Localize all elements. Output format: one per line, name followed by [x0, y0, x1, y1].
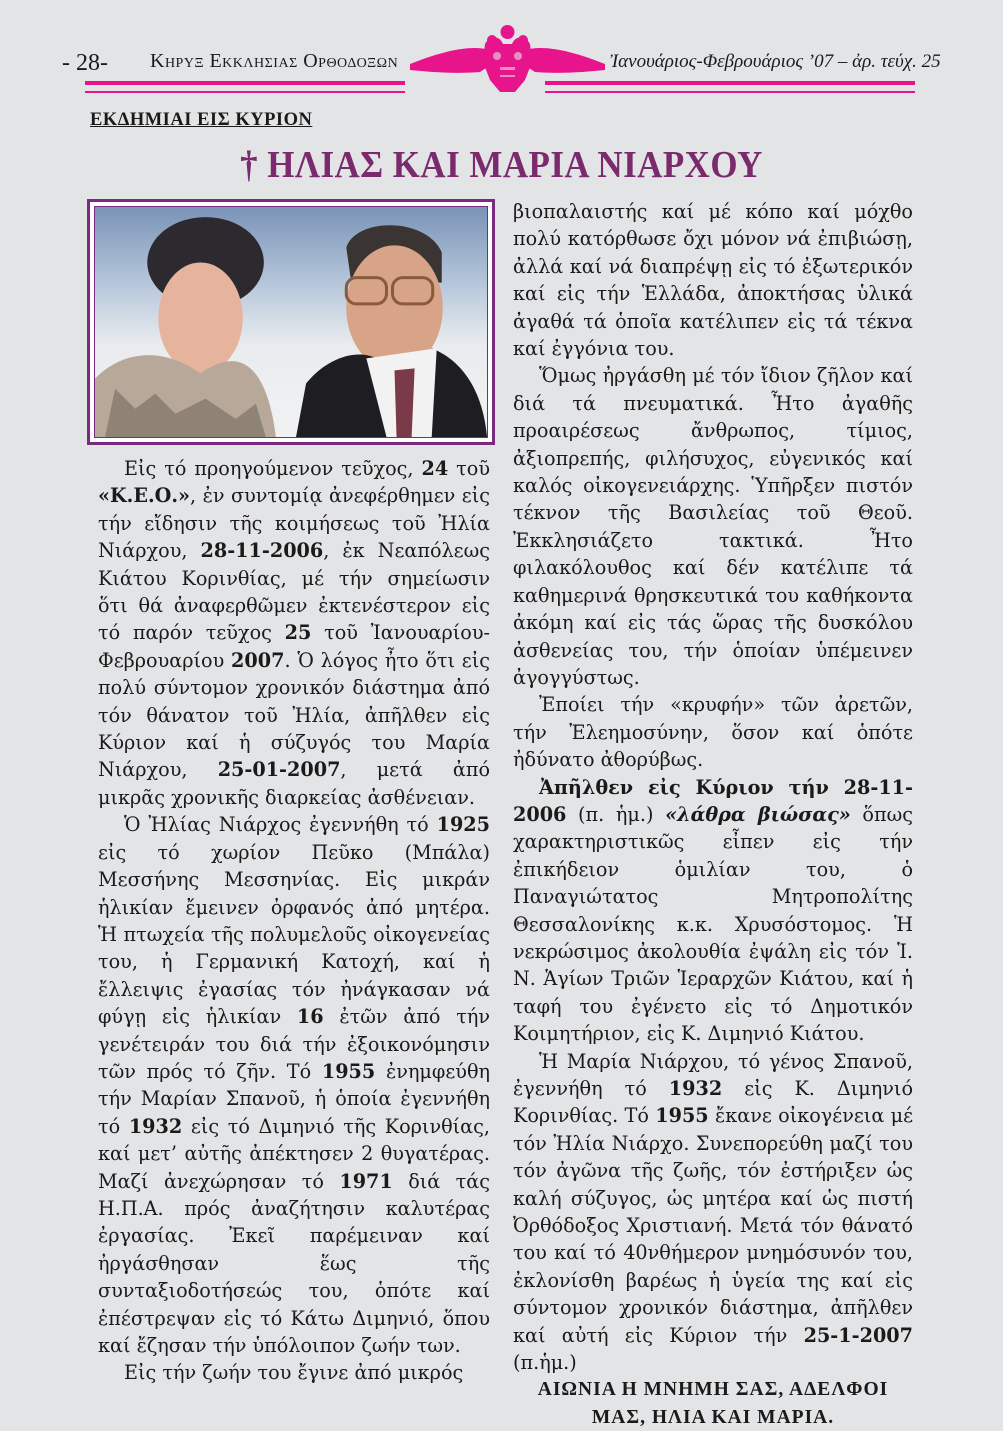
bold-text: 25-01-2007 — [217, 758, 341, 782]
double-headed-eagle-icon — [400, 22, 615, 97]
bold-text: 1932 — [128, 1114, 183, 1138]
text-run: , ἐν συντομίᾳ ἀνεφέρθημεν εἰς τήν εἴδησιν τῆς κοιμήσεως τοῦ Ἠλία Νιάρχου, — [98, 484, 490, 563]
photo-image — [94, 206, 488, 438]
paragraph — [98, 1359, 490, 1386]
header-rule-thin-left — [85, 91, 405, 93]
bold-text: 25 — [284, 621, 312, 645]
page-header — [0, 0, 1003, 100]
bold-text: 1971 — [339, 1169, 393, 1193]
text-run: Ἡ Μαρία Νιάρχου, τό γένος Σπανοῦ, ἐγεννήθη τό — [513, 1049, 913, 1100]
bold-text: 1932 — [668, 1077, 723, 1100]
bold-text: 2007 — [231, 648, 285, 672]
bold-text: 1925 — [436, 813, 490, 837]
text-run: , μετά ἀπό μικρᾶς χρονικῆς διαρκείας ἀσθένειαν. — [98, 758, 490, 809]
text-run: τοῦ — [448, 457, 490, 480]
paragraph — [513, 198, 913, 362]
paragraph — [513, 362, 913, 691]
text-run: (π. ἡμ.) — [566, 802, 666, 826]
right-column — [513, 198, 913, 1431]
paragraph — [513, 691, 913, 773]
main-title: † ΗΛΙΑΣ ΚΑΙ ΜΑΡΙΑ ΝΙΑΡΧΟΥ — [240, 144, 763, 186]
text-run: διά τάς Η.Π.Α. πρός ἀναζήτησιν καλυτέρας ἐργασίας. Ἐκεῖ παρέμειναν καί ἠργάσθησαν ἕως τῆς συνταξιοδοτήσεώς του, ὁπότε καί ἐπέστρεψαν εἰς τό Κάτω Διμηνιό, ὅπου καί ἔζησαν τήν ὑπόλοιπον ζωήν των. — [98, 1169, 490, 1357]
left-column — [98, 455, 490, 1387]
text-run: , ἐκ Νεαπόλεως Κιάτου Κορινθίας, μέ τήν σημείωσιν ὅτι θά ἀναφερθῶμεν ἐκτενέστερον εἰς τό παρόν τεῦχος — [98, 539, 491, 645]
closing-remembrance: ΑΙΩΝΙΑ Η ΜΝΗΜΗ ΣΑΣ, ΑΔΕΛΦΟΙ ΜΑΣ, ΗΛΙΑ ΚΑΙ ΜΑΡΙΑ. — [537, 1379, 889, 1428]
text-run: (π.ἡμ.) — [513, 1351, 577, 1375]
text-run: ἐτῶν ἀπό τήν γενέτειράν του διά τήν ἐξοικονόμησιν τῶν πρός τό ζῆν. Τό — [98, 1005, 490, 1083]
paragraph — [98, 455, 490, 811]
text-run: Εἰς τήν ζωήν του ἔγινε ἀπό μικρός — [124, 1361, 464, 1385]
man-tie — [395, 368, 415, 437]
header-rule-thick-left — [85, 81, 405, 85]
memorial-photo — [87, 199, 495, 445]
text-run: βιοπαλαιστής καί μέ κόπο καί μόχθο πολύ κατόρθωσε ὄχι μόνον νά ἐπιβιώσῃ, ἀλλά καί νά διαπρέψῃ εἰς τό ἐξωτερικόν καί εἰς τήν Ἑλλάδα, ἀποκτήσας ὑλικά ἀγαθά τά ὁποῖα κατέλιπεν εἰς τά τέκνα καί ἐγγόνια του. — [513, 200, 913, 361]
text-run: . Ὁ λόγος ἦτο ὅτι εἰς πολύ σύντομον χρονικόν διάστημα ἀπό τόν θάνατον τοῦ Ἠλία, ἀπῆλθεν εἰς Κύριον καί ἡ σύζυγός του Μαρία Νιάρχου, — [98, 648, 490, 782]
page-number: - 28- — [62, 50, 108, 76]
text-run: ὅπως χαρακτηριστικῶς εἶπεν εἰς τήν ἐπικήδειον ὁμιλίαν του, ὁ Παναγιώτατος Μητροπολίτης Θεσσαλονίκης κ.κ. Χρυσόστομος. Ἡ νεκρώσιμος ἀκολουθία ἐψάλη εἰς τόν Ἱ. Ν. Ἁγίων Τριῶν Ἱεραρχῶν Κιάτου, καί ἡ ταφή του ἐγένετο εἰς τό Δημοτικόν Κοιμητήριον, εἰς Κ. Διμηνιό Κιάτου. — [513, 802, 913, 1046]
text-run: ἐνημφεύθη τήν Μαρίαν Σπανοῦ, ἡ ὁποία ἐγεννήθη τό — [98, 1059, 490, 1138]
text-run: εἰς τό χωρίον Πεῦκο (Μπάλα) Μεσσήνης Μεσσηνίας. Εἰς μικράν ἡλικίαν ἔμεινεν ὀρφανός ἀπό μητέρα. Ἡ πτωχεία τῆς πολυμελοῦς οἰκογενείας του, ἡ Γερμανική Κατοχή, καί ἡ ἔλλειψις ἐγασίας τόν ἠνάγκασαν νά φύγῃ εἰς ἡλικίαν — [98, 840, 490, 1029]
journal-title: Κηρυξ Εκκλησιας Ορθοδοξων — [150, 50, 399, 72]
text-run: Ὅμως ἠργάσθη μέ τόν ἴδιον ζῆλον καί διά τά πνευματικά. Ἦτο ἀγαθῆς προαιρέσεως ἄνθρωπος, τίμιος, ἀξιοπρεπής, φιλήσυχος, εὐγενικός καί καλός οἰκογενειάρχης. Ὑπῆρξεν πιστόν τέκνον τῆς Βασιλείας τοῦ Θεοῦ. Ἐκκλησιάζετο τακτικά. Ἦτο φιλακόλουθος καί δέν κατέλιπε τά καθημερινά θρησκευτικά του καθήκοντα ἀκόμη καί εἰς τάς ὥρας τῆς δυσκόλου ἀσθενείας του, τήν ὁποίαν ὑπέμεινεν ἀγογγύστως. — [513, 364, 913, 689]
bold-text: 24 — [421, 457, 449, 480]
text-run: Ἐποίει τήν «κρυφήν» τῶν ἀρετῶν, τήν Ἐλεημοσύνην, ὅσον καί ὁπότε ἠδύνατο ἀθορύβως. — [513, 693, 913, 772]
text-run: Ὁ Ἠλίας Νιάρχος ἐγεννήθη τό — [124, 813, 437, 837]
bold-text: 1955 — [321, 1059, 376, 1083]
bold-italic-text: «λάθρα βιώσας» — [665, 802, 851, 826]
section-title: ΕΚΔΗΜΙΑΙ ΕΙΣ ΚΥΡΙΟΝ — [90, 110, 313, 130]
bold-text: 16 — [296, 1005, 324, 1029]
paragraph — [513, 1048, 913, 1377]
couple-portrait-illustration — [95, 207, 487, 437]
bold-text: «Κ.Ε.Ο.» — [98, 484, 191, 508]
bold-text: 28-11-2006 — [200, 539, 324, 563]
text-run: εἰς τό Διμηνιό τῆς Κορινθίας, καί μετ’ αὐτῆς ἀπέκτησεν 2 θυγατέρας. Μαζί ἀνεχώρησαν τό — [98, 1114, 490, 1193]
paragraph — [98, 811, 490, 1359]
bold-text: 25-1-2007 — [803, 1323, 913, 1347]
text-run: εἰς Κ. Διμηνιό Κορινθίας. Τό — [513, 1077, 913, 1128]
text-run: ἔκανε οἰκογένεια μέ τόν Ἠλία Νιάρχο. Συνεπορεύθη μαζί του τόν ἀγῶνα τῆς ζωῆς, τόν ἐστήριξεν ὡς καλή σύζυγος, ὡς μητέρα καί ὡς πιστή Ὀρθόδοξος Χριστιανή. Μετά τόν θάνατό του καί τό 40νθήμερον μνημόσυνόν του, ἐκλονίσθη βαρέως ἡ ὑγεία της καί εἰς σύντομον χρονικόν διάστημα, ἀπῆλθεν καί αὐτή εἰς Κύριον τήν — [513, 1104, 914, 1347]
text-run: τοῦ Ἰανουαρίου-Φεβρουαρίου — [98, 621, 490, 672]
woman-face — [158, 262, 242, 373]
bold-text: 1955 — [655, 1104, 709, 1128]
paragraph — [513, 774, 913, 1048]
issue-info: Ἰανουάριος-Φεβρουάριος ’07 – ἀρ. τεύχ. 25 — [610, 51, 941, 72]
text-run: Εἰς τό προηγούμενον τεῦχος, — [124, 457, 422, 480]
bold-text: Ἀπῆλθεν εἰς Κύριον τήν 28-11-2006 — [513, 775, 913, 826]
